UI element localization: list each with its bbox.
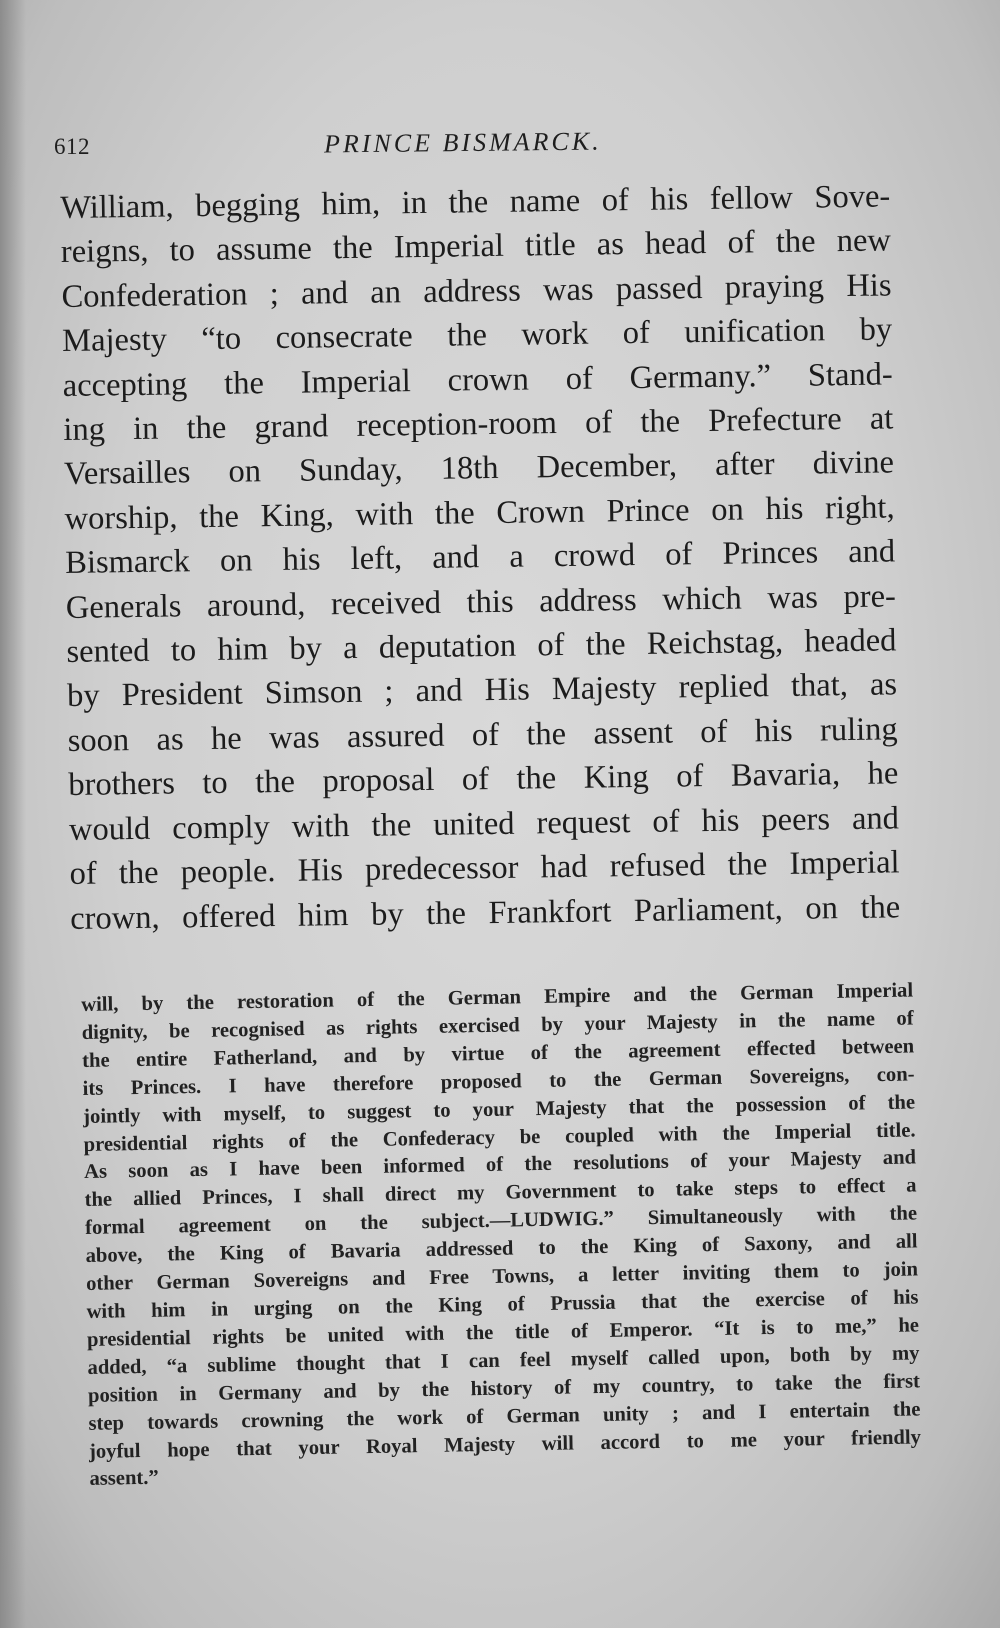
- footnote-line: formal agreement on the subject.—LUDWIG.” Simultaneously with the: [84, 1202, 918, 1240]
- page-number: 612: [54, 134, 90, 159]
- footnote-line: added, “a sublime thought that I can feel myself called upon, both by my: [87, 1342, 920, 1379]
- main-text-line: by President Simson ; and His Majesty replied that, as: [66, 666, 898, 715]
- footnote-line: will, by the restoration of the German Empire and the German Imperial: [81, 979, 914, 1016]
- main-text-line: reigns, to assume the Imperial title as head of the new: [60, 222, 892, 271]
- main-text-line: accepting the Imperial crown of Germany.” Stand-: [62, 356, 893, 404]
- main-text-line: Versailles on Sunday, 18th December, after divine: [63, 444, 895, 493]
- page-gutter-shadow: [0, 0, 26, 1628]
- running-head: PRINCE BISMARCK.: [323, 126, 602, 159]
- footnote-line: the entire Fatherland, and by virtue of the agreement effected between: [82, 1035, 915, 1072]
- footnote-line: position in Germany and by the history of my country, to take the first: [87, 1370, 921, 1407]
- main-text-line: would comply with the united request of his peers and: [68, 800, 900, 848]
- footnote-line: other German Sovereigns and Free Towns, a letter inviting them to join: [85, 1258, 919, 1296]
- footnote-line: joyful hope that your Royal Majesty will accord to me your friendly: [88, 1425, 922, 1463]
- page-header: [54, 126, 914, 166]
- footnote-line: jointly with myself, to suggest to your Majesty that the possession of the: [82, 1091, 916, 1128]
- main-text-line: soon as he was assured of the assent of his ruling: [67, 711, 898, 759]
- main-text-line: William, begging him, in the name of his fellow Sove-: [60, 178, 891, 226]
- footnote-line: dignity, be recognised as rights exercised by your Majesty in the name of: [81, 1007, 914, 1044]
- footnote-line: As soon as I have been informed of the resolutions of your Majesty and: [83, 1146, 917, 1184]
- main-text-line: worship, the King, with the Crown Prince on his right,: [64, 489, 895, 537]
- footnote-line: assent.”: [89, 1467, 159, 1491]
- footnote-line: above, the King of Bavaria addressed to the King of Saxony, and all: [85, 1230, 918, 1268]
- main-text-line: sented to him by a deputation of the Reichstag, headed: [66, 622, 897, 671]
- footnote-line: presidential rights be united with the title of Emperor. “It is to me,” he: [86, 1314, 920, 1351]
- footnote-line: its Princes. I have therefore proposed to the German Sovereigns, con-: [82, 1063, 915, 1100]
- footnote-line: with him in urging on the King of Prussia that the exercise of his: [86, 1286, 919, 1323]
- main-text-line: Bismarck on his left, and a crowd of Princes and: [65, 533, 896, 582]
- footnote-block: [81, 977, 922, 1494]
- footnote-line: presidential rights of the Confederacy be coupled with the Imperial title.: [83, 1118, 916, 1156]
- main-text-line: of the people. His predecessor had refused the Imperial: [69, 844, 900, 893]
- footnote-line: the allied Princes, I shall direct my Government to take steps to effect a: [84, 1174, 917, 1212]
- main-text-line: Majesty “to consecrate the work of unification by: [61, 311, 893, 360]
- footnote-line: step towards crowning the work of German unity ; and I entertain the: [88, 1398, 921, 1435]
- main-text-line: brothers to the proposal of the King of Bavaria, he: [68, 755, 899, 804]
- main-text-line: Confederation ; and an address was passed praying His: [61, 267, 892, 315]
- main-text-line: ing in the grand reception-room of the Prefecture at: [63, 400, 894, 449]
- main-text-line: Generals around, received this address which was pre-: [65, 578, 897, 626]
- main-text-line: crown, offered him by the Frankfort Parliament, on the: [69, 888, 901, 937]
- main-text-block: [60, 174, 900, 940]
